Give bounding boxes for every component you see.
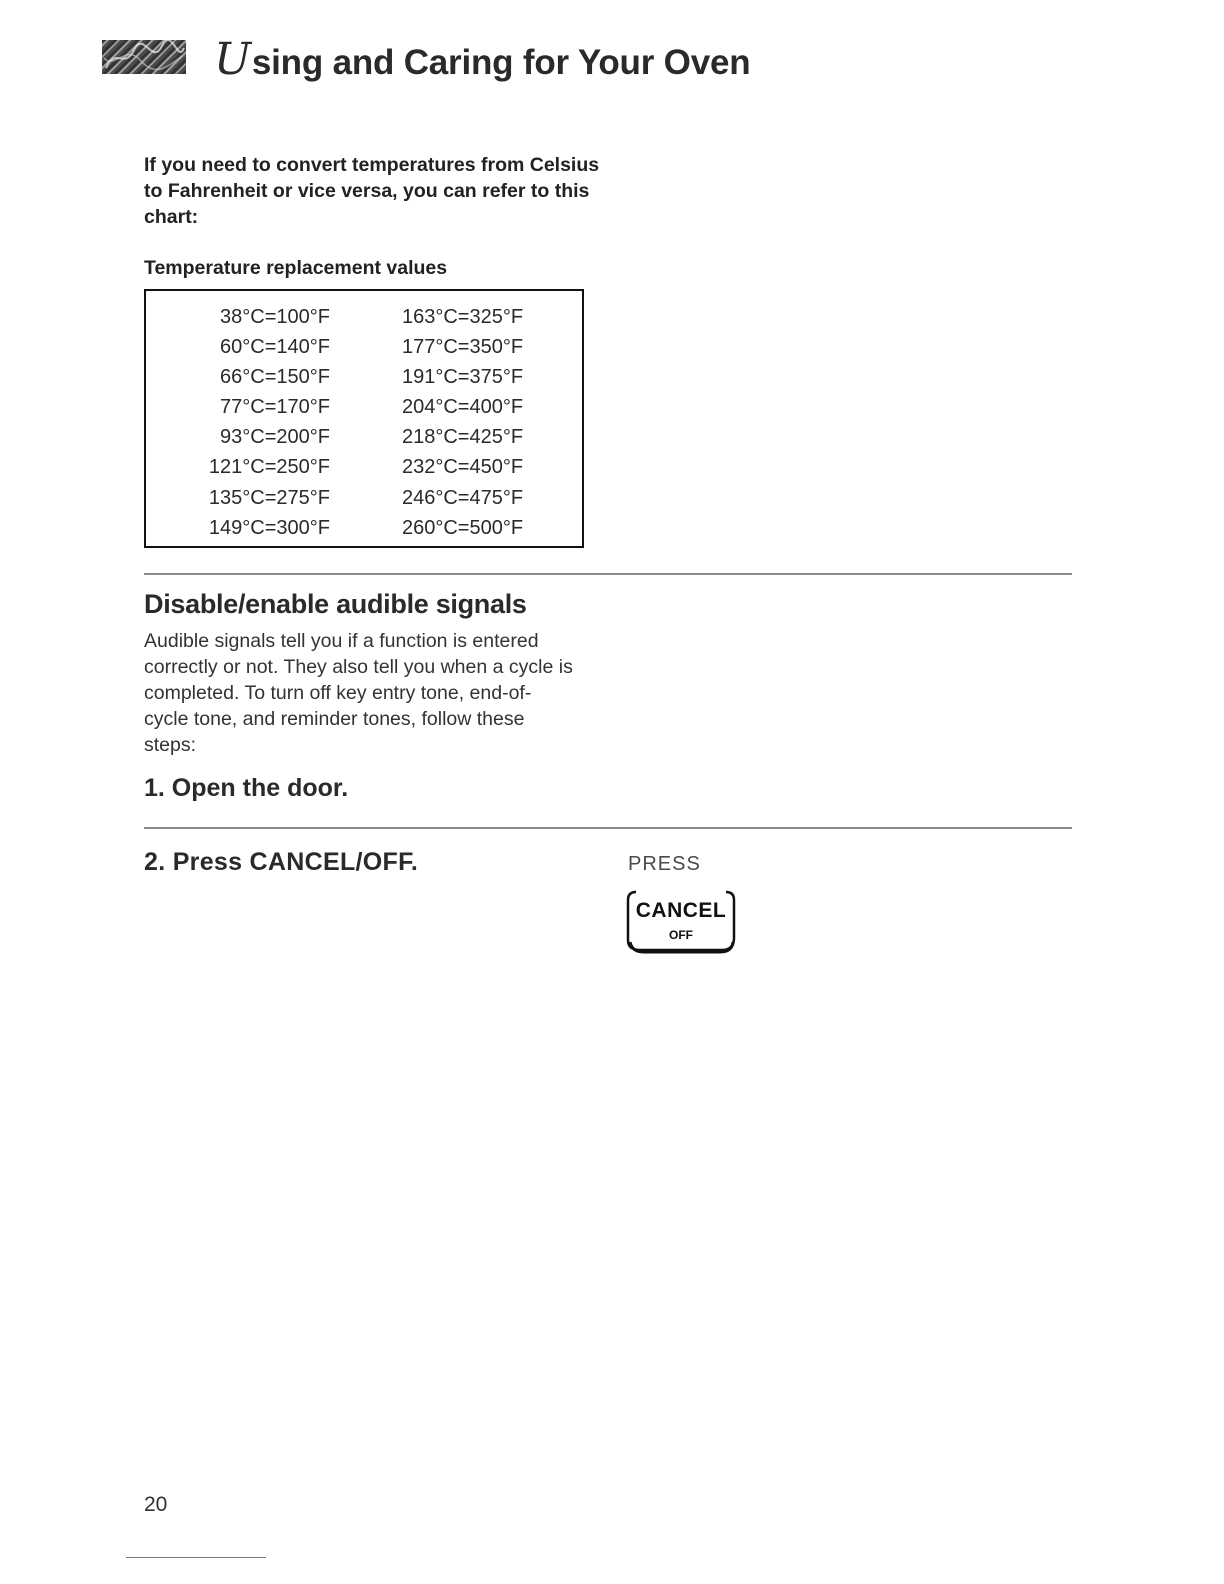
decorative-header-art <box>102 40 186 74</box>
temp-cell: 121°C=250°F <box>208 456 330 479</box>
temp-cell: 232°C=450°F <box>402 456 524 479</box>
temperature-table <box>144 289 584 548</box>
intro-paragraph: If you need to convert temperatures from Celsius to Fahrenheit or vice versa, you can refer to this chart: <box>144 154 600 228</box>
cancel-key-label: CANCEL <box>635 899 727 922</box>
footer-line <box>126 1557 266 1558</box>
temp-cell: 163°C=325°F <box>402 306 524 328</box>
title-initial: U <box>214 34 251 85</box>
step-divider <box>144 827 1072 829</box>
temp-cell: 191°C=375°F <box>402 366 524 389</box>
temp-cell: 177°C=350°F <box>402 336 524 359</box>
step-1: 1. Open the door. <box>144 774 349 802</box>
temp-cell: 66°C=150°F <box>220 366 330 389</box>
cancel-off-key <box>626 888 736 954</box>
section-body: Audible signals tell you if a function is entered correctly or not. They also tell you when a cycle is completed. To turn off key entry tone, end-of-cycle tone, and reminder tones, follow these steps: <box>144 630 573 756</box>
title-text: sing and Caring for Your Oven <box>251 43 751 82</box>
page-title <box>214 34 750 85</box>
temp-cell: 204°C=400°F <box>402 396 524 419</box>
temp-cell: 135°C=275°F <box>208 486 330 509</box>
step-2: 2. Press CANCEL/OFF. <box>144 848 419 876</box>
decorative-pattern-icon <box>102 40 186 74</box>
temp-cell: 149°C=300°F <box>208 516 330 539</box>
celsius-column-left <box>190 302 330 543</box>
temp-cell: 77°C=170°F <box>220 396 330 419</box>
press-label: PRESS <box>628 853 701 875</box>
section-divider <box>144 573 1072 575</box>
celsius-column-right <box>402 302 562 543</box>
temp-cell: 246°C=475°F <box>402 486 524 509</box>
off-key-label: OFF <box>669 928 693 942</box>
temp-cell: 260°C=500°F <box>402 516 524 539</box>
page-number: 20 <box>144 1493 168 1516</box>
temp-cell: 218°C=425°F <box>402 426 524 449</box>
section-heading: Disable/enable audible signals <box>144 589 527 619</box>
chart-title: Temperature replacement values <box>144 257 448 279</box>
temp-cell: 60°C=140°F <box>220 336 330 359</box>
temp-cell: 93°C=200°F <box>220 426 330 449</box>
temp-cell: 38°C=100°F <box>220 306 330 328</box>
